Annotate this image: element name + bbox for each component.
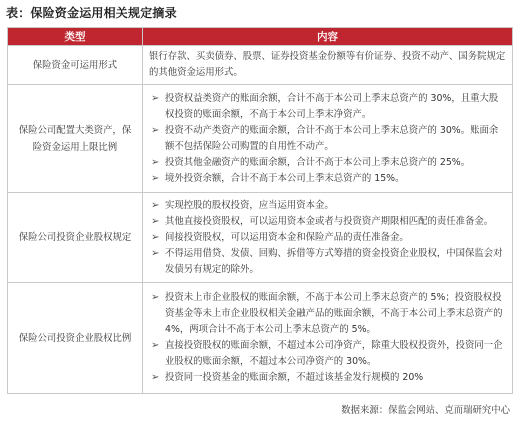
row-content bbox=[143, 193, 513, 283]
arrow-bullet-icon: ➢ bbox=[151, 172, 160, 184]
list-item bbox=[149, 198, 506, 214]
bullet-list bbox=[149, 198, 506, 278]
list-item bbox=[149, 230, 506, 246]
header-type: 类型 bbox=[8, 28, 143, 46]
list-item bbox=[149, 246, 506, 278]
row-content bbox=[143, 283, 513, 394]
list-item-text: 其他直接投资股权，可以运用资本金或者与投资资产期限相匹配的责任准备金。 bbox=[165, 215, 494, 227]
arrow-bullet-icon: ➢ bbox=[151, 292, 160, 303]
arrow-bullet-icon: ➢ bbox=[151, 156, 160, 168]
list-item-text: 境外投资余额，合计不高于本公司上季末总资产的 15%。 bbox=[165, 172, 405, 184]
source-note: 数据来源：保监会网站、克而瑞研究中心 bbox=[341, 405, 510, 416]
table-row bbox=[8, 85, 513, 193]
row-category: 保险资金可运用形式 bbox=[8, 46, 143, 85]
table-header-row bbox=[8, 28, 513, 46]
regulation-table bbox=[7, 27, 513, 394]
header-content: 内容 bbox=[143, 28, 513, 46]
arrow-bullet-icon: ➢ bbox=[151, 231, 160, 243]
content-text: 银行存款、买卖债券、股票、证券投资基金份额等有价证券、投资不动产、国务院规定的其他资金运用形式。 bbox=[149, 51, 506, 78]
list-item-text: 投资其他金融资产的账面余额，合计不高于本公司上季末总资产的 25%。 bbox=[165, 156, 471, 168]
list-item bbox=[149, 338, 506, 370]
row-category: 保险公司投资企业股权规定 bbox=[8, 193, 143, 283]
arrow-bullet-icon: ➢ bbox=[151, 372, 160, 383]
list-item bbox=[149, 171, 506, 187]
list-item-text: 投资权益类资产的账面余额，合计不高于本公司上季末总资产的 30%，且重大股权投资的账面余额，不高于本公司上季末净资产。 bbox=[165, 92, 499, 120]
bullet-list bbox=[149, 91, 506, 187]
list-item bbox=[149, 155, 506, 171]
arrow-bullet-icon: ➢ bbox=[151, 215, 160, 227]
list-item-text: 投资未上市企业股权的账面余额，不高于本公司上季末总资产的 5%；投资股权投资基金等未上市企业股权相关金融产品的账面余额，不高于本公司上季末总资产的 4%，两项合计不高于本公司上季末总资产的 5%。 bbox=[165, 292, 503, 335]
row-category: 保险公司投资企业股权比例 bbox=[8, 283, 143, 394]
list-item bbox=[149, 91, 506, 123]
arrow-bullet-icon: ➢ bbox=[151, 247, 160, 259]
table-row bbox=[8, 283, 513, 394]
list-item-text: 不得运用借贷、发债、回购、拆借等方式筹措的资金投资企业股权，中国保监会对发债另有规定的除外。 bbox=[165, 247, 503, 275]
arrow-bullet-icon: ➢ bbox=[151, 92, 160, 104]
list-item bbox=[149, 370, 506, 386]
arrow-bullet-icon: ➢ bbox=[151, 124, 160, 136]
arrow-bullet-icon: ➢ bbox=[151, 340, 160, 351]
list-item bbox=[149, 290, 506, 338]
list-item-text: 投资不动产类资产的账面余额，合计不高于本公司上季末总资产的 30%。账面余额不包括保险公司购置的自用性不动产。 bbox=[165, 124, 499, 152]
table-title: 表：保险资金运用相关规定摘录 bbox=[6, 6, 177, 20]
list-item-text: 投资同一投资基金的账面余额，不超过该基金发行规模的 20% bbox=[165, 372, 424, 383]
row-content bbox=[143, 46, 513, 85]
table-row bbox=[8, 46, 513, 85]
list-item bbox=[149, 214, 506, 230]
row-category: 保险公司配置大类资产，保险资金运用上限比例 bbox=[8, 85, 143, 193]
bullet-list bbox=[149, 290, 506, 386]
list-item-text: 直接投资股权的账面余额，不超过本公司净资产，除重大股权投资外，投资同一企业股权的账面余额，不超过本公司净资产的 30%。 bbox=[165, 340, 503, 367]
list-item-text: 实现控股的股权投资，应当运用资本金。 bbox=[165, 199, 334, 211]
list-item-text: 间接投资股权，可以运用资本金和保险产品的责任准备金。 bbox=[165, 231, 409, 243]
row-content bbox=[143, 85, 513, 193]
list-item bbox=[149, 123, 506, 155]
table-row bbox=[8, 193, 513, 283]
arrow-bullet-icon: ➢ bbox=[151, 199, 160, 211]
